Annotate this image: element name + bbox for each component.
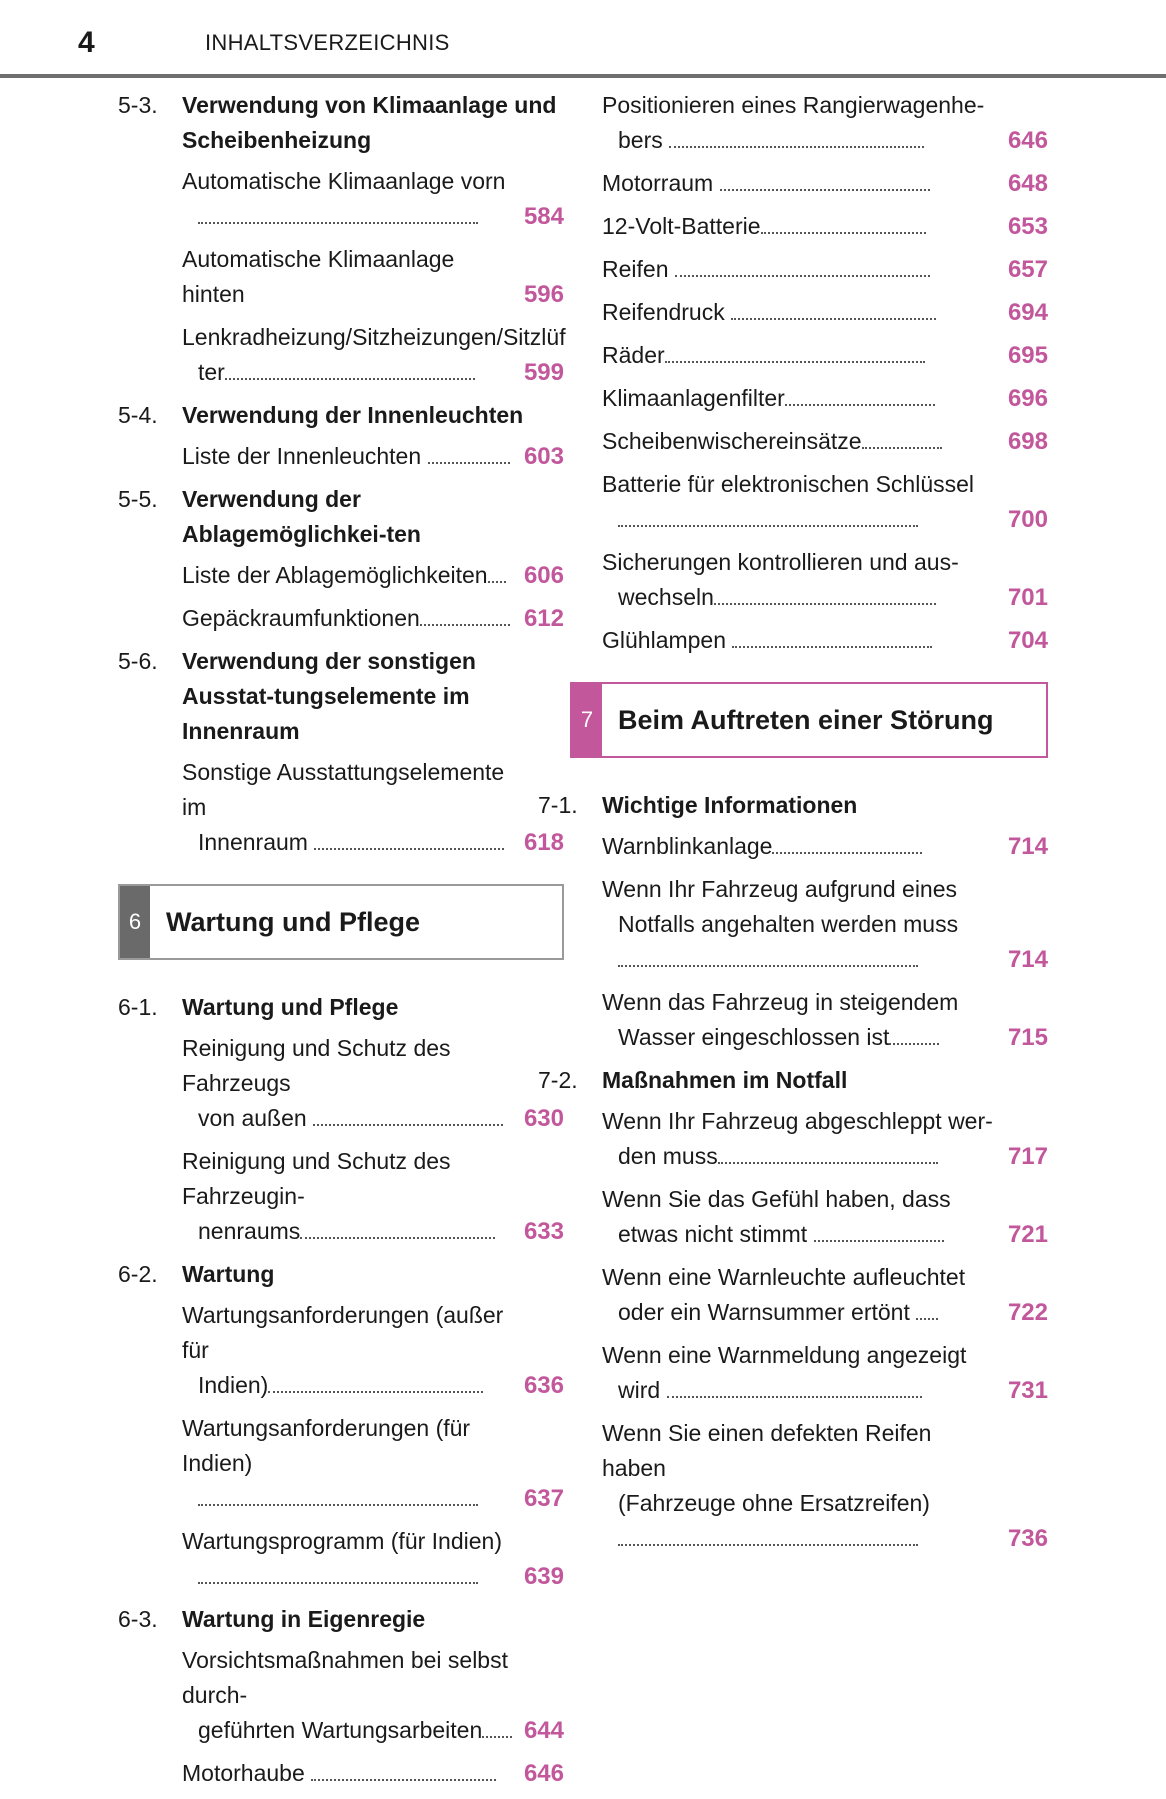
entry-label: Motorraum (602, 166, 998, 201)
entry-label-continued: Wasser eingeschlossen ist (602, 1020, 998, 1055)
section-title: Verwendung von Klimaanlage und Scheibenheizung (182, 92, 557, 153)
entry-label-continued: nenraums (182, 1214, 514, 1249)
toc-entry-reifendruck[interactable] (602, 295, 1048, 330)
section-title: Verwendung der sonstigen Ausstat-tungselemente im Innenraum (182, 648, 476, 744)
toc-entry-steigendes-wasser[interactable] (602, 985, 1048, 1055)
entry-page: 715 (1007, 1024, 1048, 1051)
entry-label: Klimaanlagenfilter (602, 381, 998, 416)
section-heading-6-1[interactable] (118, 990, 564, 1025)
toc-entry-warnleuchte[interactable] (602, 1260, 1048, 1330)
section-title: Wartung (182, 1261, 275, 1287)
section-title: Verwendung der Innenleuchten (182, 402, 524, 428)
section-title: Wartung in Eigenregie (182, 1606, 426, 1632)
toc-entry-innenleuchten[interactable] (182, 439, 564, 474)
chapter-6-banner[interactable] (118, 884, 564, 960)
entry-label: Wartungsanforderungen (außer für (182, 1302, 504, 1363)
toc-entry-reinigung-aussen[interactable] (182, 1031, 564, 1136)
toc-entry-wartungsanforderungen-indien[interactable] (182, 1411, 564, 1516)
entry-label-continued: Notfalls angehalten werden muss (618, 911, 959, 937)
entry-page: 722 (1007, 1299, 1048, 1326)
entry-label-continued: (Fahrzeuge ohne Ersatzreifen) (618, 1490, 930, 1516)
toc-entry-sicherungen[interactable] (602, 545, 1048, 615)
entry-label: Automatische Klimaanlage hinten (182, 246, 455, 307)
header-divider (0, 74, 1166, 78)
entry-page: 721 (1007, 1221, 1048, 1248)
toc-entry-batterie-schluessel[interactable] (602, 467, 1048, 537)
toc-entry-abgeschleppt[interactable] (602, 1104, 1048, 1174)
toc-entry-wartungsprogramm-indien[interactable] (182, 1524, 564, 1594)
entry-label-continued: ter (182, 355, 514, 390)
section-number: 5-4. (118, 402, 158, 428)
entry-label: Wenn Sie einen defekten Reifen haben (602, 1420, 932, 1481)
toc-entry-ablagemoeglichkeiten[interactable] (182, 558, 564, 593)
entry-page: 736 (1007, 1525, 1048, 1552)
entry-page: 612 (523, 605, 564, 632)
entry-leader (602, 1521, 998, 1556)
toc-entry-motorhaube[interactable] (182, 1756, 564, 1791)
entry-label: Vorsichtsmaßnahmen bei selbst durch- (182, 1647, 508, 1708)
entry-label-continued: den muss (602, 1139, 998, 1174)
entry-page: 633 (523, 1218, 564, 1245)
section-heading-6-3[interactable] (118, 1602, 564, 1637)
entry-page: 646 (1007, 127, 1048, 154)
section-heading-5-5[interactable] (118, 482, 564, 552)
toc-entry-auto-klima-vorn[interactable] (182, 164, 564, 234)
toc-entry-vorsichtsmassnahmen[interactable] (182, 1643, 564, 1748)
entry-label: Positionieren eines Rangierwagenhe- (602, 92, 985, 118)
entry-label-continued: wird (602, 1373, 998, 1408)
entry-label: Wenn eine Warnleuchte aufleuchtet (602, 1264, 966, 1290)
section-number: 6-2. (118, 1261, 158, 1287)
section-heading-7-1[interactable] (538, 788, 1048, 823)
page-number: 4 (78, 26, 95, 59)
chapter-title: Wartung und Pflege (166, 907, 420, 937)
entry-page: 648 (1007, 170, 1048, 197)
entry-label: Wenn Sie das Gefühl haben, dass (602, 1186, 951, 1212)
entry-label: Wenn das Fahrzeug in steigendem (602, 989, 959, 1015)
entry-label: Warnblinkanlage (602, 829, 998, 864)
entry-leader (182, 199, 514, 234)
toc-entry-12v-batterie[interactable] (602, 209, 1048, 244)
entry-page: 584 (523, 203, 564, 230)
toc-left-column (118, 88, 564, 1799)
entry-label: Lenkradheizung/Sitzheizungen/Sitzlüf (182, 324, 566, 350)
entry-page: 714 (1007, 946, 1048, 973)
section-title: Verwendung der Ablagemöglichkei-ten (182, 486, 421, 547)
toc-entry-notfall-anhalten[interactable] (602, 872, 1048, 977)
section-number: 5-5. (118, 486, 158, 512)
entry-page: 646 (523, 1760, 564, 1787)
toc-entry-lenkradheizung[interactable] (182, 320, 564, 390)
entry-leader (602, 942, 998, 977)
section-number: 6-3. (118, 1606, 158, 1632)
entry-page: 698 (1007, 428, 1048, 455)
toc-entry-klimaanlagenfilter[interactable] (602, 381, 1048, 416)
entry-label: Batterie für elektronischen Schlüssel (602, 471, 975, 497)
section-number: 5-6. (118, 648, 158, 674)
toc-entry-motorraum[interactable] (602, 166, 1048, 201)
entry-label: Wartungsanforderungen (für Indien) (182, 1415, 471, 1476)
entry-page: 596 (523, 281, 564, 308)
page-header-title: INHALTSVERZEICHNIS (205, 30, 450, 55)
toc-entry-scheibenwischer[interactable] (602, 424, 1048, 459)
entry-label: Wenn Ihr Fahrzeug aufgrund eines (602, 876, 958, 902)
entry-page: 639 (523, 1563, 564, 1590)
toc-entry-rangierwagenheber[interactable] (602, 88, 1048, 158)
toc-entry-gepaeckraum[interactable] (182, 601, 564, 636)
entry-page: 731 (1007, 1377, 1048, 1404)
toc-entry-defekter-reifen[interactable] (602, 1416, 1048, 1556)
section-number: 6-1. (118, 994, 158, 1020)
entry-page: 606 (523, 562, 564, 589)
section-number: 7-2. (538, 1067, 578, 1093)
entry-label: Scheibenwischereinsätze (602, 424, 998, 459)
entry-page: 618 (523, 829, 564, 856)
toc-entry-sonstige-ausstattung[interactable] (182, 755, 564, 860)
entry-page: 636 (523, 1372, 564, 1399)
entry-page: 603 (523, 443, 564, 470)
entry-page: 704 (1007, 627, 1048, 654)
section-heading-7-2[interactable] (538, 1063, 1048, 1098)
entry-label: Reinigung und Schutz des Fahrzeugin- (182, 1148, 451, 1209)
entry-label: Motorhaube (182, 1756, 514, 1791)
toc-entry-reifen[interactable] (602, 252, 1048, 287)
entry-label-continued: etwas nicht stimmt (602, 1217, 998, 1252)
section-heading-5-3[interactable] (118, 88, 564, 158)
entry-label: Reifen (602, 252, 998, 287)
section-number: 7-1. (538, 792, 578, 818)
section-heading-5-6[interactable] (118, 644, 564, 749)
entry-label: Automatische Klimaanlage vorn (182, 168, 506, 194)
toc-entry-raeder[interactable] (602, 338, 1048, 373)
toc-entry-gefuehl-nicht-stimmt[interactable] (602, 1182, 1048, 1252)
section-number: 5-3. (118, 92, 158, 118)
entry-label: Räder (602, 338, 998, 373)
entry-page: 714 (1007, 833, 1048, 860)
entry-page: 637 (523, 1485, 564, 1512)
toc-entry-wartungsanforderungen-ausser-indien[interactable] (182, 1298, 564, 1403)
section-heading-6-2[interactable] (118, 1257, 564, 1292)
entry-label: Wartungsprogramm (für Indien) (182, 1528, 502, 1554)
entry-page: 657 (1007, 256, 1048, 283)
entry-label: 12-Volt-Batterie (602, 209, 998, 244)
entry-label: Liste der Innenleuchten (182, 439, 514, 474)
chapter-title: Beim Auftreten einer Störung (618, 705, 994, 735)
entry-label-continued: wechseln (602, 580, 998, 615)
toc-entry-reinigung-innen[interactable] (182, 1144, 564, 1249)
entry-label: Sonstige Ausstattungselemente im (182, 759, 505, 820)
entry-leader (182, 1481, 514, 1516)
entry-label: Wenn Ihr Fahrzeug abgeschleppt wer- (602, 1108, 993, 1134)
toc-entry-auto-klima-hinten[interactable] (182, 242, 564, 312)
entry-page: 630 (523, 1105, 564, 1132)
entry-label-continued: geführten Wartungsarbeiten (182, 1713, 514, 1748)
section-title: Maßnahmen im Notfall (602, 1067, 848, 1093)
entry-page: 696 (1007, 385, 1048, 412)
entry-label: Gepäckraumfunktionen (182, 601, 514, 636)
entry-label: Glühlampen (602, 623, 998, 658)
entry-label-continued: Indien) (182, 1368, 514, 1403)
entry-page: 695 (1007, 342, 1048, 369)
toc-entry-warnblinkanlage[interactable] (602, 829, 1048, 864)
chapter-7-banner[interactable] (570, 682, 1048, 758)
entry-page: 701 (1007, 584, 1048, 611)
chapter-number: 6 (120, 886, 150, 958)
entry-label: Wenn eine Warnmeldung angezeigt (602, 1342, 967, 1368)
entry-label: Reifendruck (602, 295, 998, 330)
entry-label: Reinigung und Schutz des Fahrzeugs (182, 1035, 451, 1096)
toc-entry-warnmeldung[interactable] (602, 1338, 1048, 1408)
entry-leader (182, 1559, 514, 1594)
section-title: Wichtige Informationen (602, 792, 858, 818)
entry-page: 599 (523, 359, 564, 386)
entry-page: 700 (1007, 506, 1048, 533)
entry-label-continued: von außen (182, 1101, 514, 1136)
section-title: Wartung und Pflege (182, 994, 399, 1020)
toc-entry-gluehlampen[interactable] (602, 623, 1048, 658)
entry-leader (602, 502, 998, 537)
section-heading-5-4[interactable] (118, 398, 564, 433)
entry-page: 653 (1007, 213, 1048, 240)
entry-label-continued: oder ein Warnsummer ertönt (602, 1295, 998, 1330)
entry-page: 644 (523, 1717, 564, 1744)
entry-label: Liste der Ablagemöglichkeiten (182, 558, 514, 593)
entry-label: Sicherungen kontrollieren und aus- (602, 549, 959, 575)
entry-label-continued: Innenraum (182, 825, 514, 860)
entry-page: 717 (1007, 1143, 1048, 1170)
chapter-number: 7 (572, 684, 602, 756)
entry-label-continued: bers (602, 123, 998, 158)
entry-page: 694 (1007, 299, 1048, 326)
